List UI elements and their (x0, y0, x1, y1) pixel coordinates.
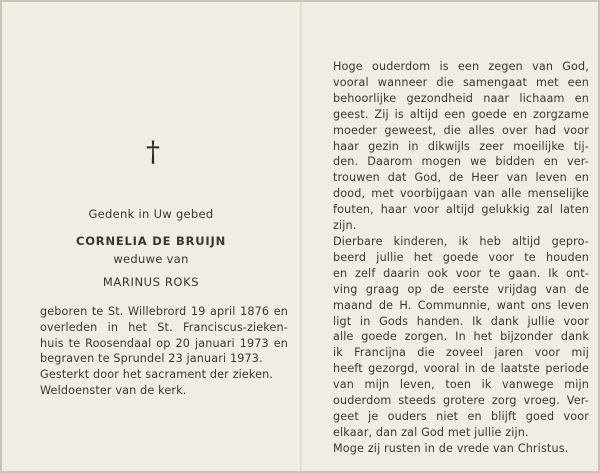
text-line: alle goede zorgen. In het bijzonder dank (333, 330, 589, 344)
memorial-card (2, 2, 598, 471)
text-line: Moge zij rusten in de vrede van Christus. (333, 441, 569, 455)
text-line: ving graag op de eerste vrijdag van de (333, 282, 589, 296)
text-line: elkaar, dan zal God met jullie zijn. (333, 425, 529, 439)
cross-icon: † (146, 135, 160, 168)
text-line: geet je ouders niet en blijft goed voor (333, 409, 589, 423)
left-page (2, 2, 300, 471)
text-line: vooral wanneer die samengaat met een (333, 75, 589, 89)
text-line: geest. Zij is altijd een goede en zorgzame (333, 107, 589, 121)
text-line: heeft gezorgd, vooral in de laatste periode (333, 362, 589, 376)
bio-line: geboren te St. Willebrord 19 april 1876 en (40, 305, 288, 318)
text-line: ligt in Gods handen. Ik dank jullie voor (333, 314, 589, 328)
text-line: van mijn leven, toen ik vanwege mijn (333, 378, 589, 392)
text-line: ouderdom steeds grotere zorg vroeg. Ver- (333, 394, 589, 408)
bio-line: begraven te Sprundel 23 januari 1973. (40, 352, 263, 366)
text-line: den. Daarom mogen we bidden en ver- (333, 155, 589, 169)
text-line: behoorlijke gezondheid naar lichaam en (333, 91, 589, 105)
memorial-text (333, 59, 589, 457)
gedenk-line: Gedenk in Uw gebed (88, 207, 214, 221)
text-line: haar gezin in dikwijls zeer moeilijke tij- (333, 139, 589, 153)
text-line: en zelf daarin ook voor te gaan. Ik ont- (333, 266, 589, 280)
text-line: beerd jullie het goede voor te houden (333, 250, 589, 264)
text-line: Hoge ouderdom is een zegen van God, (333, 60, 589, 73)
deceased-name: CORNELIA DE BRUIJN (75, 234, 226, 248)
biography (40, 304, 288, 399)
text-line: trouwen dat God, de Heer van leven en (333, 171, 589, 185)
text-line: ik Francijna die zoveel jaren voor mij (333, 346, 589, 360)
text-line: fouten, haar voor altijd gelukkig zal laten (333, 203, 589, 217)
text-line: zijn. (333, 219, 357, 233)
widow-of-line: weduwe van (113, 252, 189, 266)
text-line: dood, met voorbijgaan van alle menselijke (333, 187, 589, 201)
right-page (302, 2, 598, 471)
bio-line: huis te Roosendaal op 20 januari 1973 en (40, 336, 288, 350)
text-line: maand de H. Communnie, want ons leven (333, 298, 589, 312)
bio-line: overleden in het St. Franciscus-zieken- (40, 320, 288, 334)
bio-line: Gesterkt door het sacrament der zieken. (40, 368, 274, 382)
husband-name: MARINUS ROKS (102, 275, 200, 289)
text-line: moeder geweest, die alles over had voor (333, 123, 589, 137)
bio-line: Weldoenster van de kerk. (40, 383, 187, 397)
text-line: Dierbare kinderen, ik heb altijd gepro- (333, 234, 589, 248)
